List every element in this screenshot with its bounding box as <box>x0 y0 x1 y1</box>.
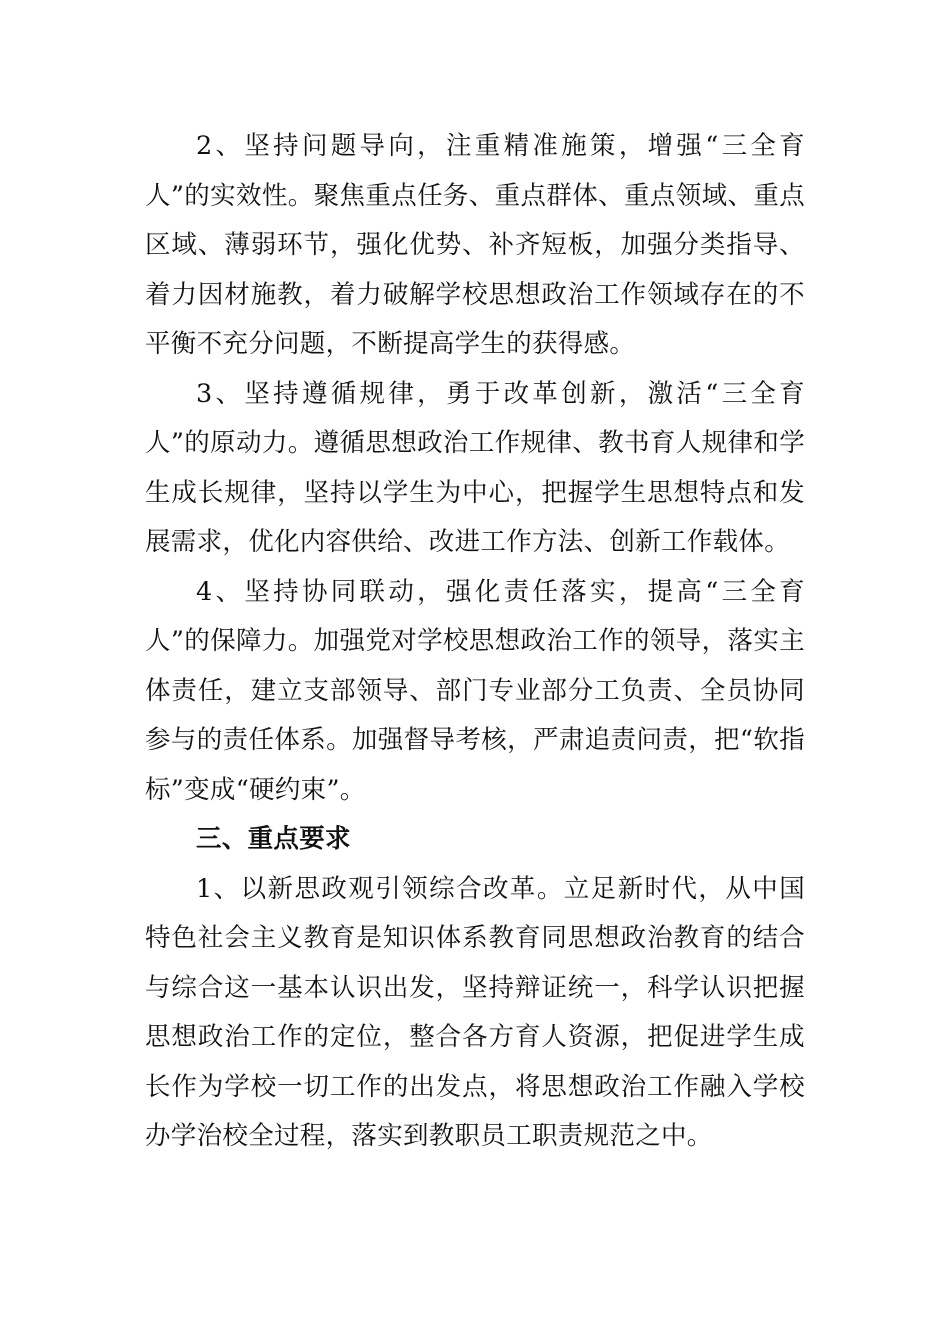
document-body <box>145 122 805 1162</box>
paragraph-requirement-1: 1、以新思政观引领综合改革。立足新时代，从中国特色社会主义教育是知识体系教育同思想政治教育的结合与综合这一基本认识出发，坚持辩证统一，科学认识把握思想政治工作的定位，整合各方育人资源，把促进学生成长作为学校一切工作的出发点，将思想政治工作融入学校办学治校全过程，落实到教职员工职责规范之中。 <box>145 873 805 1151</box>
paragraph-principle-2: 2、坚持问题导向，注重精准施策，增强“三全育人”的实效性。聚焦重点任务、重点群体、重点领域、重点区域、薄弱环节，强化优势、补齐短板，加强分类指导、着力因材施教，着力破解学校思想政治工作领域存在的不平衡不充分问题，不断提高学生的获得感。 <box>145 131 805 359</box>
paragraph-principle-4: 4、坚持协同联动，强化责任落实，提高“三全育人”的保障力。加强党对学校思想政治工作的领导，落实主体责任，建立支部领导、部门专业部分工负责、全员协同参与的责任体系。加强督导考核，严肃追责问责，把“软指标”变成“硬约束”。 <box>145 576 805 805</box>
paragraph-principle-3: 3、坚持遵循规律，勇于改革创新，激活“三全育人”的原动力。遵循思想政治工作规律、教书育人规律和学生成长规律，坚持以学生为中心，把握学生思想特点和发展需求，优化内容供给、改进工作方法、创新工作载体。 <box>145 378 805 557</box>
section-heading: 三、重点要求 <box>196 824 351 854</box>
